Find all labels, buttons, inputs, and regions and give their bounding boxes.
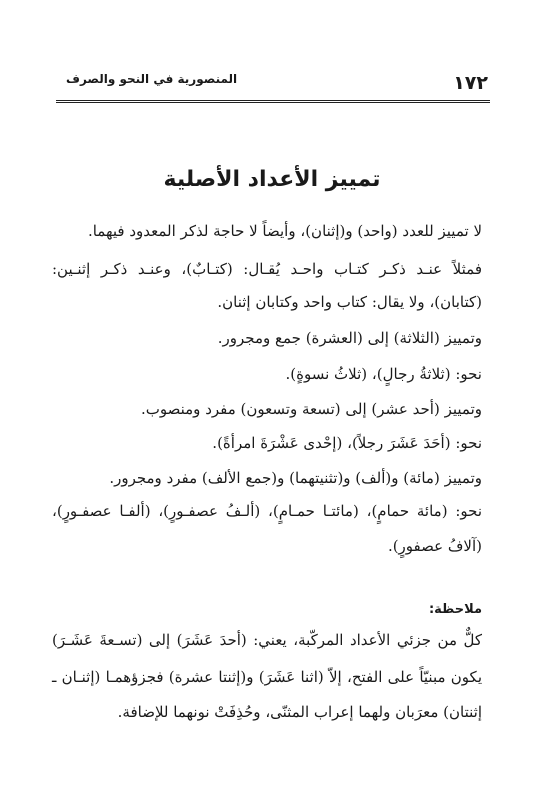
note-line: إثنتان) معرَبان ولهما إعراب المثنّى، وحُذِفَتْ نونهما للإضافة.: [117, 703, 482, 721]
body-line: نحو: (ثلاثةُ رجالٍ)، (ثلاثُ نسوةٍ).: [285, 365, 482, 383]
body-line: وتمييز (مائة) و(ألف) و(تثنيتهما) و(جمع الألف) مفرد ومجرور.: [109, 469, 482, 487]
running-title: المنصورية في النحو والصرف: [66, 72, 238, 86]
body-line: وتمييز (أحد عشر) إلى (تسعة وتسعون) مفرد ومنصوب.: [140, 400, 482, 418]
note-line: كلٌّ من جزئي الأعداد المركّبة، يعني: (أحدَ عَشَرَ) إلى (تسـعةَ عَشَـرَ): [52, 631, 482, 649]
body-line: نحو: (مائة حمامٍ)، (مائتـا حمـامٍ)، (ألـفُ عصفـورٍ)، (ألفـا عصفـورٍ)،: [52, 502, 482, 520]
body-line: (آلافُ عصفورٍ).: [387, 537, 482, 555]
page-number: ١٧٢: [453, 72, 488, 94]
body-line: (كتابان)، ولا يقال: كتاب واحد وكتابان إثنان.: [217, 293, 482, 311]
note-heading: ملاحظة:: [428, 602, 482, 617]
body-line: فمثلاً عنـد ذكـر كتـاب واحـد يُقـال: (كتـابٌ)، وعنـد ذكـر إثنـين:: [52, 260, 482, 278]
body-line: وتمييز (الثلاثة) إلى (العشرة) جمع ومجرور.: [217, 329, 482, 347]
body-line: لا تمييز للعدد (واحد) و(إثنان)، وأيضاً لا حاجة لذكر المعدود فيهما.: [87, 222, 482, 240]
section-title: تمييز الأعداد الأصلية: [163, 167, 381, 192]
body-line: نحو: (أحَدَ عَشَرَ رجلاً)، (إحْدى عَشْرَةَ امرأةً).: [212, 434, 482, 452]
note-line: يكون مبنيّاً على الفتح، إلاّ (اثنا عَشَرَ) و(إثنتا عشرة) فجزؤهمـا (إثنـان ـ: [52, 668, 482, 686]
page-header: [56, 54, 490, 103]
